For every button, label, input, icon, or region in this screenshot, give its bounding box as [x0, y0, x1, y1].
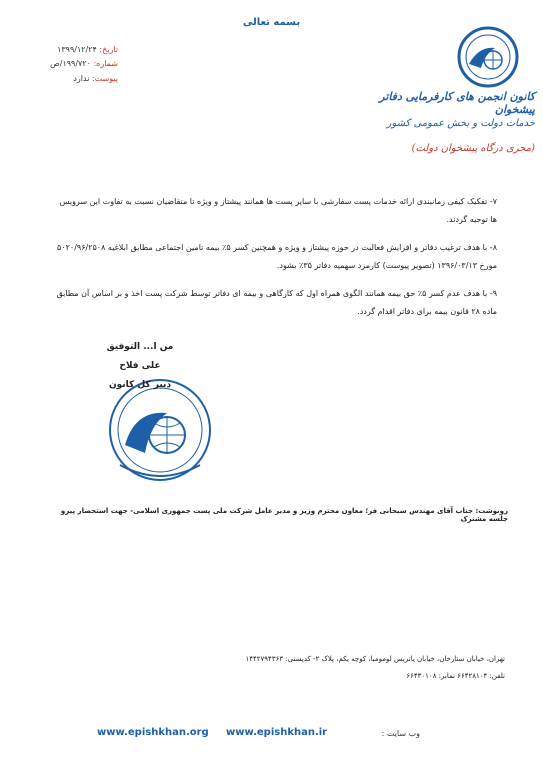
official-stamp-icon [105, 375, 215, 485]
org-name: کانون انجمن های کارفرمایی دفاتر پیشخوان [379, 90, 535, 116]
paragraph-8: ۸- با هدف ترغیب دفاتر و افزایش فعالیت در حوزه پیشتاز و ویژه و همچنین کسر ۵٪ بیمه تامین اجتماعی مطابق ابلاغیه ۵۰۲۰/۹۶/۲۵۰۸ مورخ ۱۳۹۶/۰۳/۱۳ (تصویر پیوست) کارمزد سهمیه دفاتر ۳۵٪ بشود. [57, 243, 497, 270]
footer-address: تهران، خیابان ستارخان، خیابان پاتریس لومومبا، کوچه یکم، پلاک ۲- کدپستی: ۱۴۴۲۷۹۴۳۶۳ [245, 655, 505, 663]
org-role: (مجری درگاه پیشخوان دولت) [411, 143, 535, 154]
carbon-copy-line: رونوشت: جناب آقای مهندس سبحانی فر؛ معاون محترم وزیر و مدیر عامل شرکت ملی پست جمهوری اسلامی- جهت استحضار پیرو جلسه مشترک [60, 507, 508, 523]
signature-name: علی فلاح [119, 361, 161, 371]
website-label: وب سایت : [381, 729, 420, 738]
website-link-ir[interactable]: www.epishkhan.ir [226, 727, 328, 738]
footer-phone: تلفن: ۶۶۴۲۸۱۰۴ نمابر: ۶۶۴۳۰۱۰۸ [406, 672, 505, 680]
paragraph-9: ۹- با هدف عدم کسر ۵٪ حق بیمه همانند الگوی همراه اول که کارگاهی و بیمه ای دفاتر توسط شرکت پست اخذ و بر اساس آن مطابق ماده ۲۸ قانون بیمه برای دفاتر اقدام گردد. [56, 289, 497, 316]
letter-attachment [28, 74, 118, 83]
attachment-value: ندارد [73, 74, 90, 83]
number-label: شماره: [93, 59, 118, 68]
date-value: ۱۳۹۹/۱۲/۲۴ [57, 45, 97, 54]
date-label: تاریخ: [99, 45, 118, 54]
organization-logo-icon [455, 24, 520, 89]
number-value: ۱۹۹/۷۲۰/ص [50, 59, 91, 68]
website-link-org[interactable]: www.epishkhan.org [97, 727, 209, 738]
attachment-label: پیوست: [91, 74, 118, 83]
basmala-heading: بسمه تعالی [242, 17, 301, 28]
org-subtitle: خدمات دولت و بخش عمومی کشور [386, 118, 535, 129]
letter-number [28, 59, 118, 68]
signature-title: دبیر کل کانون [108, 380, 172, 390]
paragraph-7: ۷- تفکیک کیفی زمانبندی ارائه خدمات پست سفارشی با سایر پست ها همانند پیشتاز و ویژه تا متقاضیان نسبت به تفاوت این سرویس ها توجیه گردند. [59, 197, 497, 224]
signature-salutation: من ا... التوفیق [106, 342, 174, 352]
letter-date [28, 45, 118, 54]
